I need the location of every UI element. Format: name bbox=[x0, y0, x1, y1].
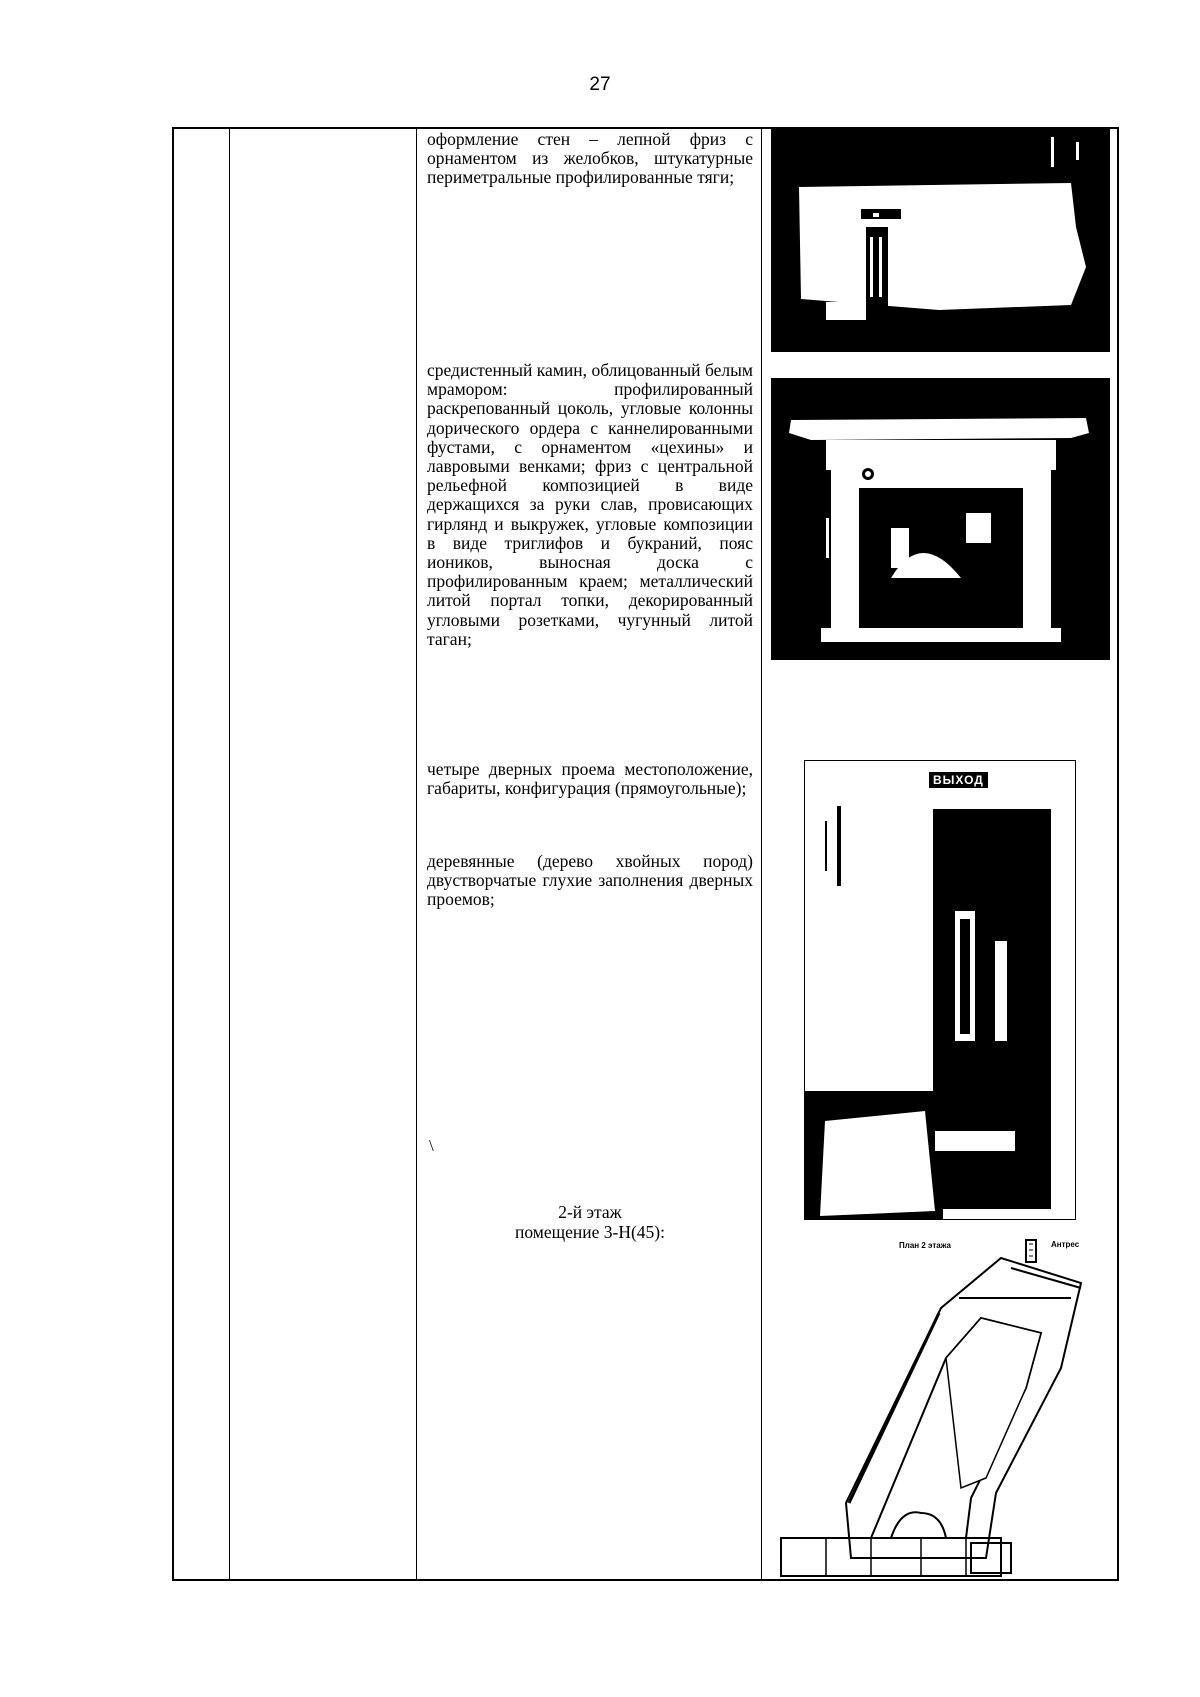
fireplace-text: средистенный камин, облицованный белым мрамором: профилированный раскрепованный цоколь, угловые колонны дорического ордера с каннелированными фустами, с орнаментом «цехины» и лавровыми венками; фриз с центральной рельефной композицией в виде держащихся за руки слав, провисающих гирлянд и выкружек, угловые композиции в виде триглифов и букраний, пояс иоников, выносная доска с профилированным краем; металлический литой портал топки, декорированный угловыми розетками, чугунный литой таган; bbox=[427, 360, 753, 649]
column-divider-1 bbox=[229, 129, 230, 1579]
column-divider-2 bbox=[416, 129, 417, 1579]
doorway-photo bbox=[804, 760, 1076, 1220]
wall-decoration-text: оформление стен – лепной фриз с орнаментом из желобков, штукатурные периметральные профилированные тяги; bbox=[427, 129, 753, 188]
door-fillings-text: деревянные (дерево хвойных пород) двустворчатые глухие заполнения дверных проемов; bbox=[427, 851, 753, 910]
column-divider-3 bbox=[761, 129, 762, 1579]
stray-mark: \ bbox=[429, 1136, 434, 1155]
exit-sign: ВЫХОД bbox=[929, 772, 988, 788]
floor-heading-line2: помещение 3-Н(45): bbox=[515, 1222, 665, 1242]
plan-title: План 2 этажа bbox=[899, 1241, 951, 1250]
fireplace-photo bbox=[771, 378, 1110, 660]
page-number: 27 bbox=[589, 74, 611, 95]
floor-plan-image bbox=[771, 1238, 1110, 1578]
wall-frieze-photo bbox=[771, 127, 1110, 352]
plan-label-right: Антрес bbox=[1051, 1240, 1080, 1249]
floor-heading-line1: 2-й этаж bbox=[558, 1202, 622, 1222]
doorways-text: четыре дверных проема местоположение, габариты, конфигурация (прямоугольные); bbox=[427, 759, 753, 799]
